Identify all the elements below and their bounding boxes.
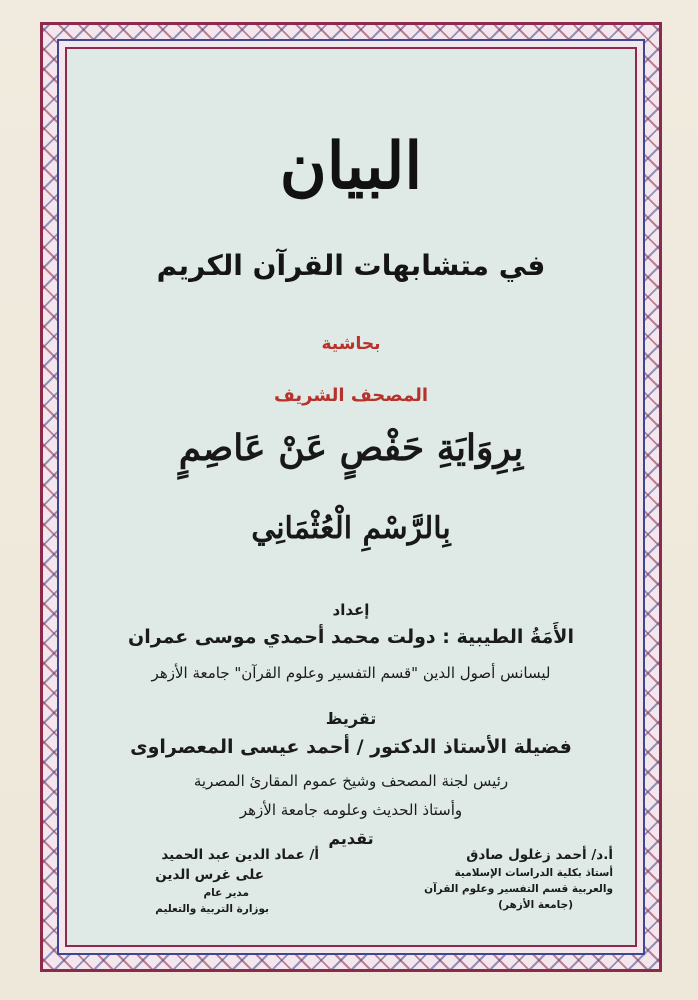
- presenter-right-line-3: (جامعة الأزهر): [498, 899, 573, 911]
- book-subtitle: في متشابهات القرآن الكريم: [156, 249, 546, 282]
- author-credentials: ليسانس أصول الدين "قسم التفسير وعلوم القرآن" جامعة الأزهر: [151, 664, 551, 682]
- border-inner-band: [57, 39, 645, 955]
- title-panel: [65, 47, 637, 947]
- taqriz-label: تقريظ: [325, 709, 377, 728]
- taqriz-name: فضيلة الأستاذ الدكتور / أحمد عيسى المعصراوى: [130, 736, 572, 758]
- ornamental-border: [40, 22, 662, 972]
- author-name: الأَمَةُ الطيبية : دولت محمد أحمدي موسى عمران: [128, 626, 574, 648]
- presenter-right-line-1: أستاذ بكلية الدراسات الإسلامية: [454, 867, 613, 879]
- presenter-left: [89, 845, 319, 917]
- presenter-left-name: أ/ عماد الدين عبد الحميد: [161, 847, 319, 863]
- book-title: البيان: [279, 129, 423, 204]
- taqdim-label: تقديم: [328, 829, 374, 848]
- presenter-left-line-1: مدير عام: [203, 887, 249, 899]
- rasm-calligraphy: بِالرَّسْمِ الْعُثْمَانِي: [251, 511, 451, 546]
- hashiya-label: بحاشية: [321, 334, 381, 354]
- mushaf-label: المصحف الشريف: [273, 385, 429, 406]
- preparation-label: إعداد: [332, 601, 370, 619]
- presenter-left-line-2: بوزارة التربية والتعليم: [155, 903, 269, 915]
- taqriz-detail-2: وأستاذ الحديث وعلومه جامعة الأزهر: [239, 801, 463, 819]
- presenter-left-name-2: على غرس الدين: [155, 867, 264, 883]
- taqriz-detail-1: رئيس لجنة المصحف وشيخ عموم المقارئ المصرية: [193, 772, 509, 790]
- title-page-content: [67, 49, 635, 945]
- presenter-right-line-2: والعربية قسم التفسير وعلوم القرآن: [424, 883, 613, 895]
- presenter-right: [383, 845, 613, 913]
- presenter-right-name: أ.د/ أحمد زغلول صادق: [466, 847, 613, 863]
- riwaya-calligraphy: بِرِوَايَةِ حَفْصٍ عَنْ عَاصِمٍ: [178, 427, 524, 469]
